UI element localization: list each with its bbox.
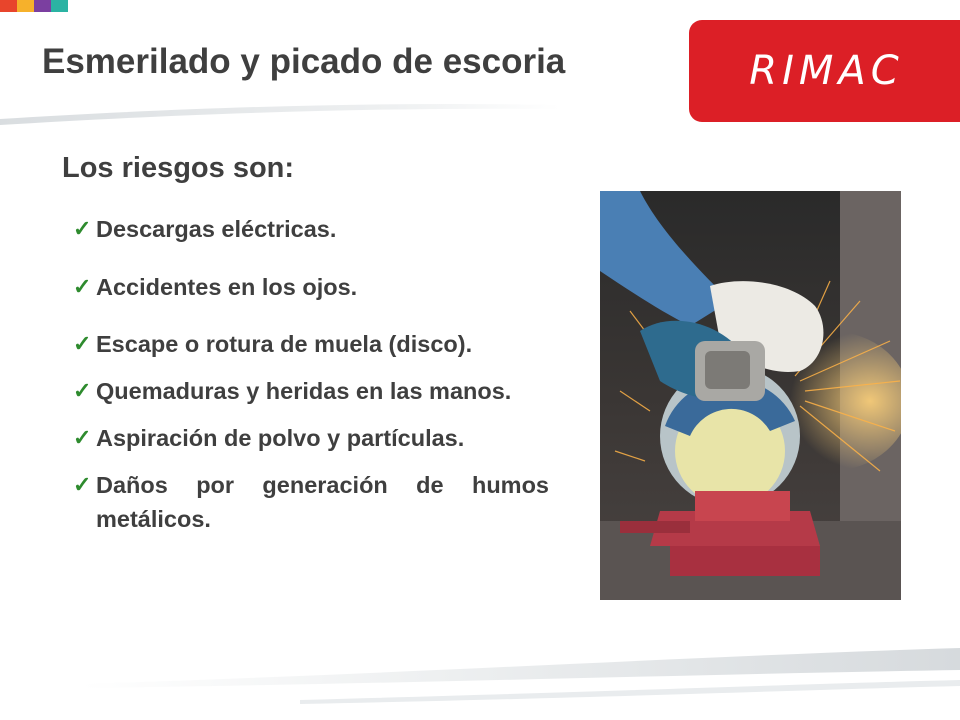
- strip-orange: [0, 0, 17, 12]
- strip-teal: [51, 0, 68, 12]
- check-icon: ✓: [73, 216, 92, 241]
- check-icon: ✓: [73, 331, 92, 356]
- list-item: [73, 270, 549, 304]
- strip-purple: [34, 0, 51, 12]
- list-item: [73, 374, 549, 408]
- angle-grinder-photo: [600, 191, 901, 600]
- list-item: [73, 421, 549, 455]
- title-underline-swoosh: [0, 95, 560, 125]
- list-item: [73, 212, 549, 246]
- logo-text: RIMAC: [749, 48, 904, 94]
- risk-text: Descargas eléctricas.: [96, 216, 337, 242]
- check-icon: ✓: [73, 378, 92, 403]
- risk-list: [73, 212, 549, 563]
- list-item: [73, 327, 549, 361]
- risk-text: Aspiración de polvo y partículas.: [96, 425, 465, 451]
- list-item: [73, 468, 549, 536]
- check-icon: ✓: [73, 274, 92, 299]
- subtitle: Los riesgos son:: [62, 152, 295, 184]
- risk-text: Accidentes en los ojos.: [96, 274, 358, 300]
- rimac-logo: [689, 20, 960, 122]
- bottom-swoosh: [0, 640, 960, 720]
- check-icon: ✓: [73, 472, 92, 497]
- risk-text: Escape o rotura de muela (disco).: [96, 331, 473, 357]
- strip-yellow: [17, 0, 34, 12]
- check-icon: ✓: [73, 425, 92, 450]
- slide-title: Esmerilado y picado de escoria: [42, 42, 566, 81]
- risk-text: Daños por generación de humos metálicos.: [96, 472, 549, 532]
- risk-text: Quemaduras y heridas en las manos.: [96, 378, 512, 404]
- accent-color-strip: [0, 0, 68, 12]
